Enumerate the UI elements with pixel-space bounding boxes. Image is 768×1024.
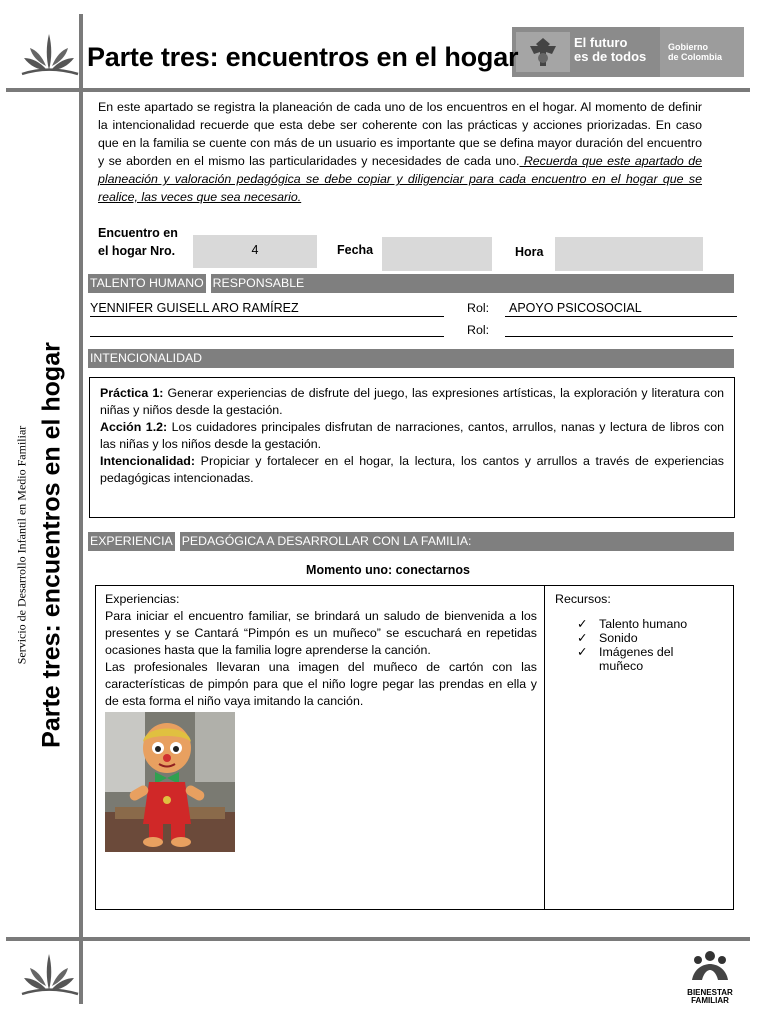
frame-vertical-line — [79, 14, 83, 1004]
time-label: Hora — [515, 245, 544, 259]
experience-paragraph-2: Las profesionales llevaran una imagen del muñeco de cartón con las características de pimpón para que el niño logre pegar las prendas en ella y de esta forma el niño vaya imitando la canción. — [105, 660, 537, 708]
frame-bottom-line — [6, 937, 750, 941]
leaf-logo-icon — [16, 30, 82, 78]
intention-band: INTENCIONALIDAD — [88, 349, 734, 368]
action-text: Acción 1.2: Los cuidadores principales disfrutan de narraciones, cantos, arrullos, nanas y lectura de libros con las niñas y los niños desde la gestación. — [100, 420, 725, 451]
resource-item: ✓ Sonido — [577, 631, 638, 645]
intro-text: En este apartado se registra la planeación de cada uno de los encuentros en el hogar. Al momento de definir la intencionalidad recuerde que esta debe ser coherente con las prácticas y acciones priorizadas. En caso que en la familia se cuente con más de un usuario es importante que se defina mayor duración del encuentro y se aborden en el mismo las particularidades y necesidades de cada uno. — [98, 100, 702, 168]
checkmark-icon: ✓ — [577, 617, 588, 631]
bienestar-familiar-logo: BIENESTAR FAMILIAR — [680, 950, 740, 1010]
logo-slogan: El futuro es de todos — [574, 35, 647, 64]
pimpon-doll-image — [105, 712, 235, 852]
time-field[interactable] — [555, 237, 703, 271]
resource-item: ✓ Imágenes del muñeco — [577, 645, 674, 673]
resource-item: ✓ Talento humano — [577, 617, 688, 631]
checkmark-icon: ✓ — [577, 631, 588, 645]
page-title: Parte tres: encuentros en el hogar — [87, 42, 519, 72]
experiences-label: Experiencias: — [105, 592, 180, 606]
side-title: Parte tres: encuentros en el hogar — [37, 342, 66, 748]
intentionality-text: Intencionalidad: Propiciar y fortalecer en el hogar, la lectura, los cantos y arrullos a través de experiencias pedagógicas intencionadas. — [100, 454, 724, 485]
practice-text: Práctica 1: Generar experiencias de disfrute del juego, las expresiones artísticas, la exploración y literatura con niñas y niños desde la gestación. — [100, 386, 724, 417]
intro-paragraph — [98, 98, 702, 206]
responsible-name-1[interactable]: YENNIFER GUISELL ARO RAMÍREZ — [90, 300, 444, 317]
moment-title: Momento uno: conectarnos — [306, 563, 470, 577]
logo-government: Gobierno de Colombia — [660, 27, 744, 77]
side-subtitle: Servicio de Desarrollo Infantil en Medio Familiar — [14, 425, 29, 665]
role-value-2[interactable] — [505, 320, 733, 337]
meeting-number-label: Encuentro en el hogar Nro. — [98, 226, 178, 258]
role-label-2: Rol: — [467, 323, 490, 337]
experiences-cell — [105, 591, 537, 710]
role-label-1: Rol: — [467, 301, 490, 315]
frame-top-line — [6, 88, 750, 92]
role-value-1[interactable]: APOYO PSICOSOCIAL — [505, 300, 737, 317]
crest-icon — [516, 32, 570, 72]
responsible-name-2[interactable] — [90, 320, 444, 337]
date-label: Fecha — [337, 243, 374, 257]
intention-box — [89, 377, 735, 518]
experience-table — [95, 585, 734, 910]
experience-band: EXPERIENCIA PEDAGÓGICA A DESARROLLAR CON LA FAMILIA: — [88, 532, 734, 551]
date-field[interactable] — [382, 237, 492, 271]
resources-cell — [555, 591, 725, 673]
resources-label: Recursos: — [555, 592, 611, 606]
table-divider — [544, 586, 545, 909]
checkmark-icon: ✓ — [577, 645, 588, 659]
leaf-logo-icon — [16, 950, 82, 998]
family-icon — [688, 950, 732, 984]
intro-note: Recuerda que este apartado de planeación y valoración pedagógica se debe copiar y diligenciar para cada encuentro en el hogar que se realice, las veces que sea necesario. — [98, 154, 703, 204]
experience-paragraph-1: Para iniciar el encuentro familiar, se brindará un saludo de bienvenida a los presentes y se Cantará “Pimpón es un muñeco” se escuchará en repetidas ocasiones hasta que la familia logre aprenderse la canción. — [105, 609, 537, 657]
talent-band: TALENTO HUMANO RESPONSABLE — [88, 274, 734, 293]
government-logo — [512, 27, 744, 77]
meeting-number-field[interactable]: 4 — [193, 235, 317, 268]
